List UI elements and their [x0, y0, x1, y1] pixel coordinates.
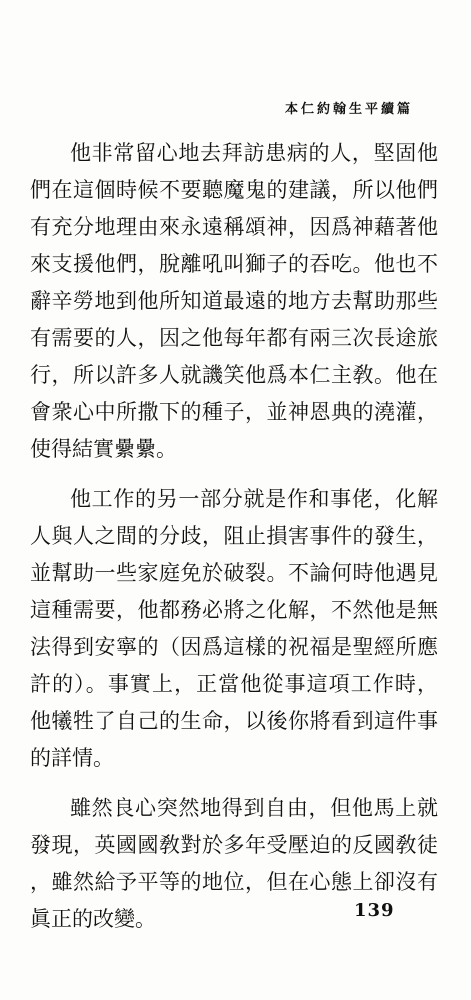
text-line: 的詳情。: [30, 746, 114, 770]
text-line: 行，所以許多人就譏笑他爲本仁主敎。他在: [30, 363, 438, 387]
text-line: 雖然良心突然地得到自由，但他馬上就: [70, 796, 438, 820]
text-line: 人與人之間的分歧，阻止損害事件的發生，: [30, 524, 438, 548]
text-line: 來支援他們，脫離吼叫獅子的吞吃。他也不: [30, 252, 438, 276]
text-line: 許的）。事實上，正當他從事這項工作時，: [30, 672, 438, 696]
text-line: 有需要的人，因之他每年都有兩三次長途旅: [30, 326, 438, 350]
text-line: 他非常留心地去拜訪患病的人，堅固他: [70, 141, 438, 165]
text-line: 法得到安寧的（因爲這樣的祝福是聖經所應: [30, 635, 438, 659]
text-line: 他犧牲了自己的生命，以後你將看到這件事: [30, 709, 438, 733]
text-line: 使得結實纍纍。: [30, 437, 177, 461]
running-header: 本仁約翰生平續篇: [284, 102, 413, 117]
text-line: 這種需要，他都務必將之化解，不然他是無: [30, 598, 438, 622]
paragraph-2: [30, 481, 438, 777]
paragraph-1: [30, 135, 438, 468]
body-text: [30, 135, 438, 938]
text-line: 辭辛勞地到他所知道最遠的地方去幫助那些: [30, 289, 438, 313]
text-line: ，雖然給予平等的地位，但在心態上卻沒有: [30, 870, 438, 894]
text-line: 眞正的改變。: [30, 907, 156, 931]
paragraph-gap: [30, 777, 438, 790]
text-line: 有充分地理由來永遠稱頌神，因爲神藉著他: [30, 215, 438, 239]
text-line: 會衆心中所撒下的種子，並神恩典的澆灌，: [30, 400, 438, 424]
text-line: 發現，英國國敎對於多年受壓迫的反國敎徒: [30, 833, 438, 857]
text-line: 並幫助一些家庭免於破裂。不論何時他遇見: [30, 561, 438, 585]
paragraph-gap: [30, 468, 438, 481]
text-line: 他工作的另一部分就是作和事佬，化解: [70, 487, 438, 511]
text-line: 們在這個時候不要聽魔鬼的建議，所以他們: [30, 178, 438, 202]
page-number: 139: [354, 900, 395, 921]
